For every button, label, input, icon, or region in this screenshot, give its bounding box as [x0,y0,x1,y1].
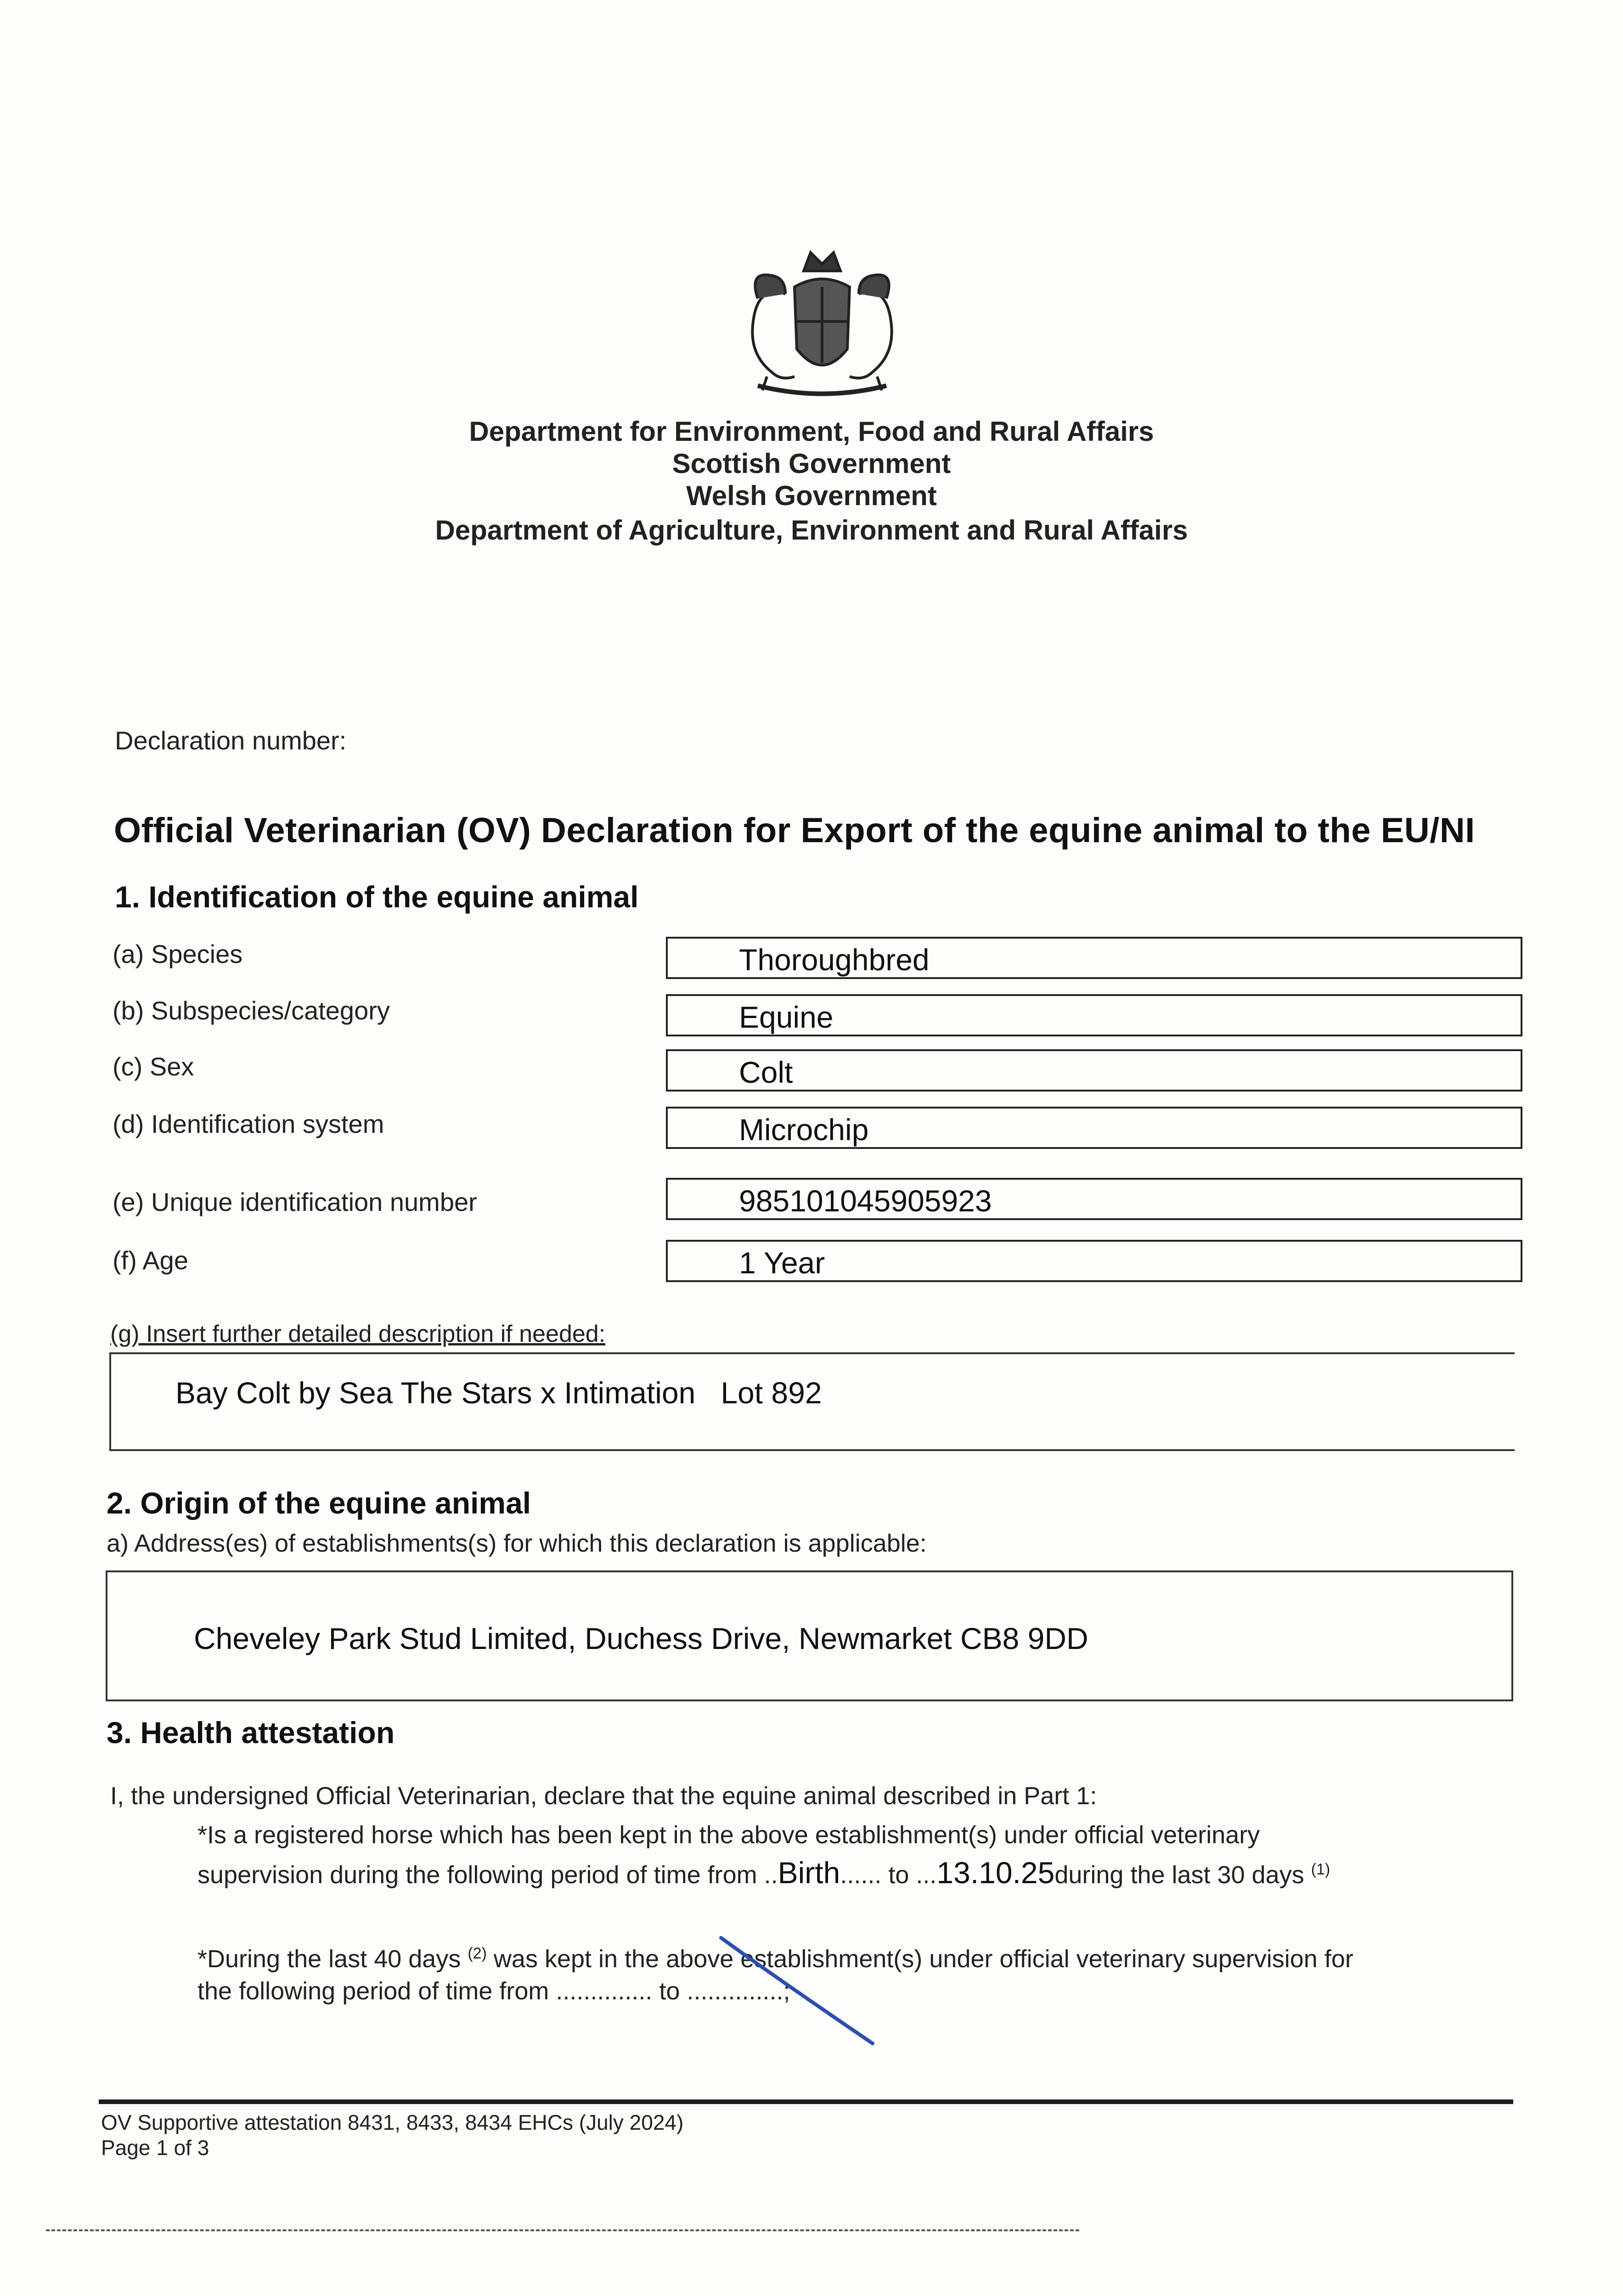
header-line-defra: Department for Environment, Food and Rural Affairs [469,416,1154,447]
address-label: a) Address(es) of establishments(s) for which this declaration is applicable: [107,1530,927,1557]
pen-strike-mark [716,1933,882,2048]
attestation-para1-line1: *Is a registered horse which has been kept in the above establishment(s) under official veterinary [197,1821,1260,1849]
document-title: Official Veterinarian (OV) Declaration for Export of the equine animal to the EU/NI [114,811,1475,850]
identification-system-label: (d) Identification system [113,1109,384,1138]
subspecies-value: Equine [739,1000,834,1034]
footer-page-number: Page 1 of 3 [101,2136,209,2160]
para1-text-b: ...... to ... [840,1861,937,1889]
para1-footnote-ref: (1) [1311,1861,1330,1878]
footer-divider [99,2099,1513,2104]
identification-system-value: Microchip [739,1113,869,1147]
para1-text-c: during the last 30 days [1054,1861,1304,1889]
bottom-dotted-rule [46,2229,1079,2231]
attestation-para2-line2: the following period of time from .............. to ..............; [197,1977,790,2005]
para2-text-b: was kept in the above establishment(s) under official veterinary supervision for [493,1945,1353,1973]
identification-system-field [666,1107,1522,1149]
para1-to-value: 13.10.25 [936,1856,1055,1890]
further-description-label: (g) Insert further detailed description if needed: [110,1321,606,1347]
subspecies-label: (b) Subspecies/category [113,996,390,1025]
attestation-para1-line2 [197,1855,1330,1890]
age-label: (f) Age [113,1246,188,1275]
para1-from-value: Birth [778,1856,840,1890]
footer-attestation-ref: OV Supportive attestation 8431, 8433, 8434 EHCs (July 2024) [101,2110,684,2134]
declaration-number-label: Declaration number: [115,726,347,755]
para1-text-a: supervision during the following period of time from .. [197,1861,778,1889]
section3-heading: 3. Health attestation [107,1716,395,1750]
sex-field [666,1049,1522,1092]
sex-value: Colt [739,1055,793,1089]
para2-footnote-ref: (2) [468,1945,487,1962]
further-description-value: Bay Colt by Sea The Stars x Intimation Lot 892 [175,1376,822,1410]
species-value: Thoroughbred [739,943,930,977]
unique-id-label: (e) Unique identification number [113,1187,477,1216]
sex-label: (c) Sex [113,1052,194,1081]
header-line-welsh-government: Welsh Government [686,480,937,511]
health-attestation-intro: I, the undersigned Official Veterinarian, declare that the equine animal described in Part 1: [110,1782,1097,1810]
para2-text-a: *During the last 40 days [197,1945,461,1973]
unique-id-value: 985101045905923 [739,1184,992,1218]
species-label: (a) Species [113,940,243,968]
royal-crest-icon [730,243,914,404]
section2-heading: 2. Origin of the equine animal [107,1486,531,1520]
species-field [666,937,1522,979]
age-value: 1 Year [739,1246,825,1280]
address-value: Cheveley Park Stud Limited, Duchess Drive, Newmarket CB8 9DD [194,1621,1088,1655]
age-field [666,1240,1522,1282]
unique-id-field [666,1178,1522,1220]
header-line-daera: Department of Agriculture, Environment and Rural Affairs [435,515,1188,546]
subspecies-field [666,994,1522,1036]
header-line-scottish-government: Scottish Government [672,448,951,479]
section1-heading: 1. Identification of the equine animal [115,880,639,914]
